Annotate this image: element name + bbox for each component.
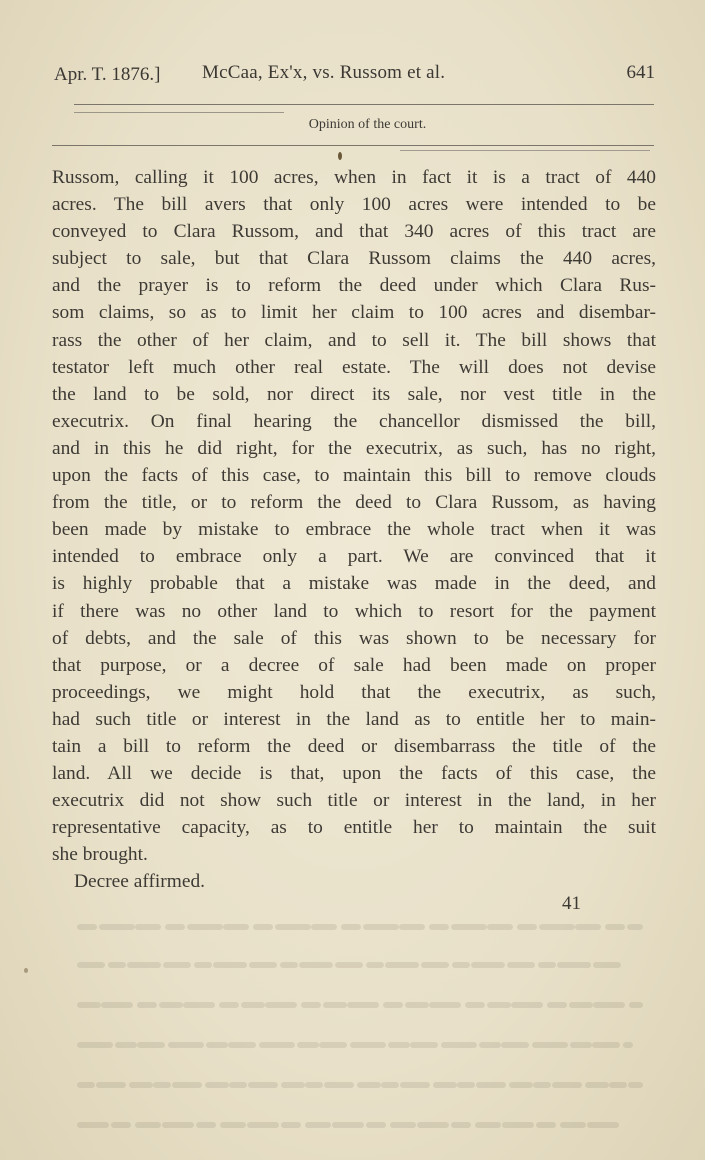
header-rule-top [74,104,654,105]
bleed-through-texture [60,905,660,1145]
body-line: been made by mistake to embrace the whole tract when it was [52,519,656,541]
body-line: representative capacity, as to entitle her to maintain the suit [52,817,656,839]
decree-line: Decree affirmed. [74,871,205,892]
body-line: som claims, so as to limit her claim to 100 acres and disembar- [52,302,656,324]
body-line: subject to sale, but that Clara Russom claims the 440 acres, [52,248,656,270]
body-line: executrix. On final hearing the chancellor dismissed the bill, [52,410,656,432]
body-line: the land to be sold, nor direct its sale, nor vest title in the [52,383,656,405]
opinion-body [52,164,656,868]
body-line: if there was no other land to which to resort for the payment [52,600,656,622]
body-line: proceedings, we might hold that the executrix, as such, [52,681,656,703]
signature-mark: 41 [562,893,581,914]
running-head [54,60,657,92]
page-number: 641 [626,62,655,83]
header-rule-bottom [52,145,654,146]
body-line: intended to embrace only a part. We are convinced that it [52,546,656,568]
body-line: conveyed to Clara Russom, and that 340 acres of this tract are [52,221,656,243]
section-label: Opinion of the court. [308,117,427,132]
body-line: Russom, calling it 100 acres, when in fact it is a tract of 440 [52,167,656,188]
body-line: tain a bill to reform the deed or disembarrass the title of the [52,735,656,757]
body-line: land. All we decide is that, upon the facts of this case, the [52,763,656,785]
body-line: she brought. [52,844,148,866]
header-rule-top-faint [74,112,284,113]
body-line: had such title or interest in the land as to entitle her to main- [52,708,656,730]
paper-stain [338,152,342,160]
case-title: McCaa, Ex'x, vs. Russom et al. [202,62,446,83]
paper-stain [24,968,28,973]
body-line: executrix did not show such title or interest in the land, in her [52,790,656,812]
body-line: and the prayer is to reform the deed under which Clara Rus- [52,275,656,297]
body-line: from the title, or to reform the deed to Clara Russom, as having [52,492,656,514]
body-line: and in this he did right, for the executrix, as such, has no right, [52,437,656,459]
body-line: of debts, and the sale of this was shown to be necessary for [52,627,656,649]
body-line: upon the facts of this case, to maintain this bill to remove clouds [52,465,656,487]
header-rule-bottom-faint [400,150,650,151]
body-line: acres. The bill avers that only 100 acres were intended to be [52,194,656,216]
body-line: is highly probable that a mistake was made in the deed, and [52,573,656,595]
term-label: Apr. T. 1876.] [54,64,161,85]
body-line: rass the other of her claim, and to sell it. The bill shows that [52,329,656,351]
body-line: that purpose, or a decree of sale had been made on proper [52,654,656,676]
body-line: testator left much other real estate. The will does not devise [52,356,656,378]
